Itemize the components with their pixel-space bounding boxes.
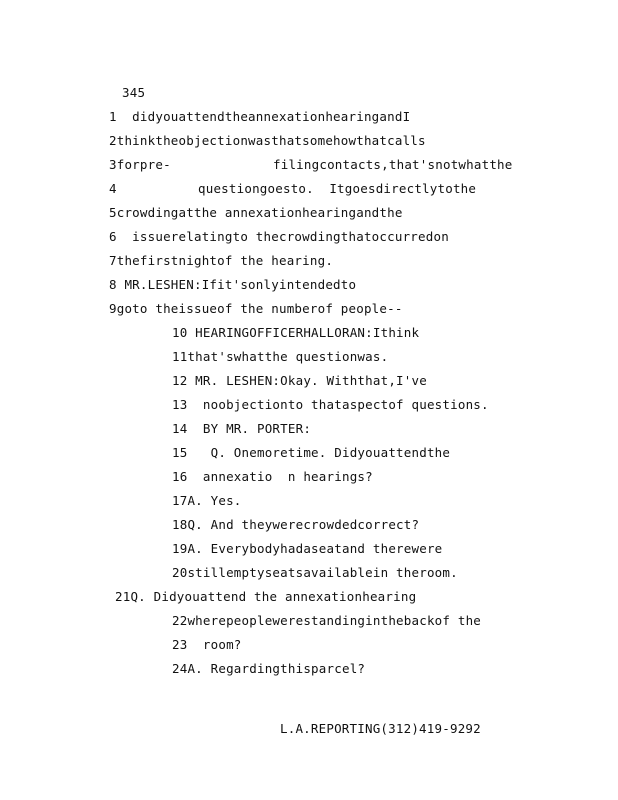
transcript-line-19: 19A. Everybodyhadaseatand therewere — [172, 541, 443, 556]
transcript-line-15: 15 Q. Onemoretime. Didyouattendthe — [172, 445, 451, 460]
transcript-line-4-text: questiongoesto. Itgoesdirectlytothe — [198, 181, 477, 196]
transcript-line-5: 5crowdingatthe annexationhearingandthe — [109, 205, 403, 220]
transcript-line-11: 11that'swhatthe questionwas. — [172, 349, 389, 364]
transcript-line-10: 10 HEARINGOFFICERHALLORAN:Ithink — [172, 325, 420, 340]
transcript-line-2: 2thinktheobjectionwasthatsomehowthatcalls — [109, 133, 426, 148]
transcript-line-4-number: 4 — [109, 181, 117, 196]
transcript-line-17: 17A. Yes. — [172, 493, 242, 508]
transcript-line-3-end: filingcontacts,that'snotwhatthe — [273, 157, 513, 172]
transcript-line-23: 23 room? — [172, 637, 242, 652]
transcript-line-24: 24A. Regardingthisparcel? — [172, 661, 366, 676]
transcript-line-22: 22wherepeoplewerestandinginthebackof the — [172, 613, 482, 628]
transcript-line-1: 1 didyouattendtheannexationhearingandI — [109, 109, 411, 124]
transcript-line-20: 20stillemptyseatsavailablein theroom. — [172, 565, 458, 580]
transcript-line-12: 12 MR. LESHEN:Okay. Withthat,I've — [172, 373, 427, 388]
transcript-line-16: 16 annexatio n hearings? — [172, 469, 373, 484]
reporter-footer: L.A.REPORTING(312)419-9292 — [280, 721, 481, 736]
transcript-line-18: 18Q. And theywerecrowdedcorrect? — [172, 517, 420, 532]
transcript-line-13: 13 noobjectionto thataspectof questions. — [172, 397, 489, 412]
page-number: 345 — [122, 85, 146, 100]
transcript-line-8: 8 MR.LESHEN:Ifit'sonlyintendedto — [109, 277, 357, 292]
transcript-line-9: 9goto theissueof the numberof people-- — [109, 301, 403, 316]
transcript-line-21: 21Q. Didyouattend the annexationhearing — [115, 589, 417, 604]
transcript-line-6: 6 issuerelatingto thecrowdingthatoccurredon — [109, 229, 449, 244]
transcript-line-14: 14 BY MR. PORTER: — [172, 421, 312, 436]
transcript-line-3-start: 3forpre- — [109, 157, 171, 172]
transcript-line-7: 7thefirstnightof the hearing. — [109, 253, 334, 268]
